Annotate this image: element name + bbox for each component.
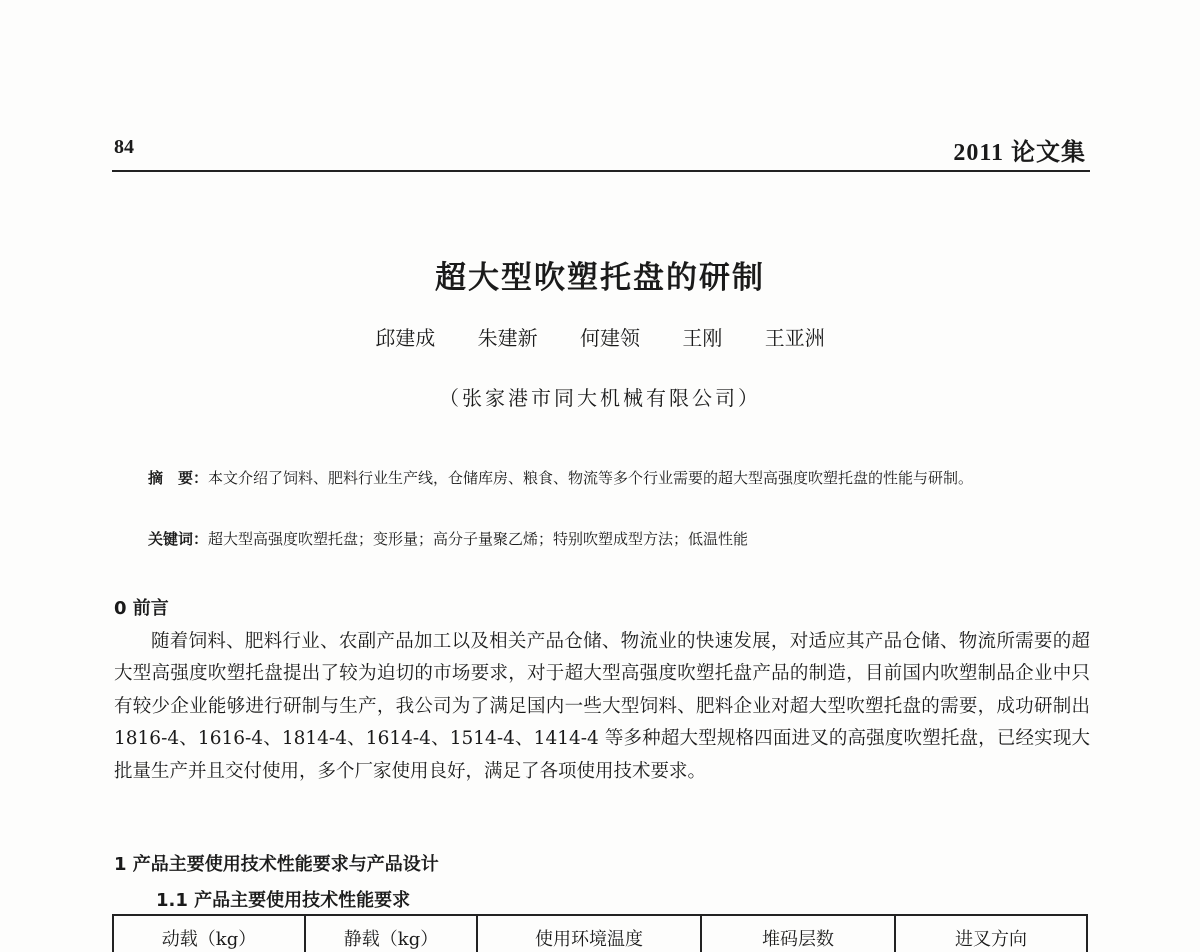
table-header-cell: 静载（kg）	[305, 915, 477, 952]
author-name: 王亚洲	[764, 326, 825, 350]
performance-requirements-table	[112, 914, 1088, 952]
section-heading-1: 1 产品主要使用技术性能要求与产品设计	[114, 854, 439, 875]
author-name: 何建领	[580, 326, 640, 350]
page-header	[112, 132, 1090, 168]
header-rule	[112, 170, 1090, 172]
introduction-paragraph: 随着饲料、肥料行业、农副产品加工以及相关产品仓储、物流业的快速发展，对适应其产品仓储、物流所需要的超大型高强度吹塑托盘提出了较为迫切的市场要求，对于超大型高强度吹塑托盘产品的制造，目前国内吹塑制品企业中只有较少企业能够进行研制与生产，我公司为了满足国内一些大型饲料、肥料企业对超大型吹塑托盘的需要，成功研制出 1816-4、1616-4、1814-4、1614-4、1514-4、1414-4 等多种超大型规格四面进叉的高强度吹塑托盘，已经实现大批量生产并且交付使用，多个厂家使用良好，满足了各项使用技术要求。	[114, 631, 1090, 782]
page-number: 84	[114, 136, 134, 158]
table-header-cell: 使用环境温度	[477, 915, 701, 952]
subsection-heading-1-1: 1.1 产品主要使用技术性能要求	[156, 890, 411, 911]
section-heading-introduction: 0 前言	[114, 598, 169, 619]
keywords-label: 关键词：	[148, 530, 209, 548]
abstract-label: 摘 要：	[148, 469, 209, 487]
table-header-cell: 堆码层数	[701, 915, 895, 952]
author-name: 王刚	[682, 326, 723, 350]
paper-title: 超大型吹塑托盘的研制	[435, 260, 765, 296]
abstract-text: 本文介绍了饲料、肥料行业生产线，仓储库房、粮食、物流等多个行业需要的超大型高强度吹塑托盘的性能与研制。	[208, 469, 974, 487]
affiliation: （张家港市同大机械有限公司）	[439, 386, 761, 410]
author-name: 邱建成	[375, 326, 436, 350]
keywords-text: 超大型高强度吹塑托盘；变形量；高分子量聚乙烯；特别吹塑成型方法；低温性能	[208, 530, 749, 548]
introduction-body	[114, 626, 1090, 788]
table-header-cell: 进叉方向	[895, 915, 1087, 952]
author-list	[0, 322, 1200, 351]
table-header-row	[113, 915, 1087, 952]
abstract	[114, 462, 1090, 494]
running-head: 2011 论文集	[953, 140, 1086, 166]
table-header-cell: 动载（kg）	[113, 915, 305, 952]
author-name: 朱建新	[477, 326, 538, 350]
keywords	[148, 528, 1090, 549]
